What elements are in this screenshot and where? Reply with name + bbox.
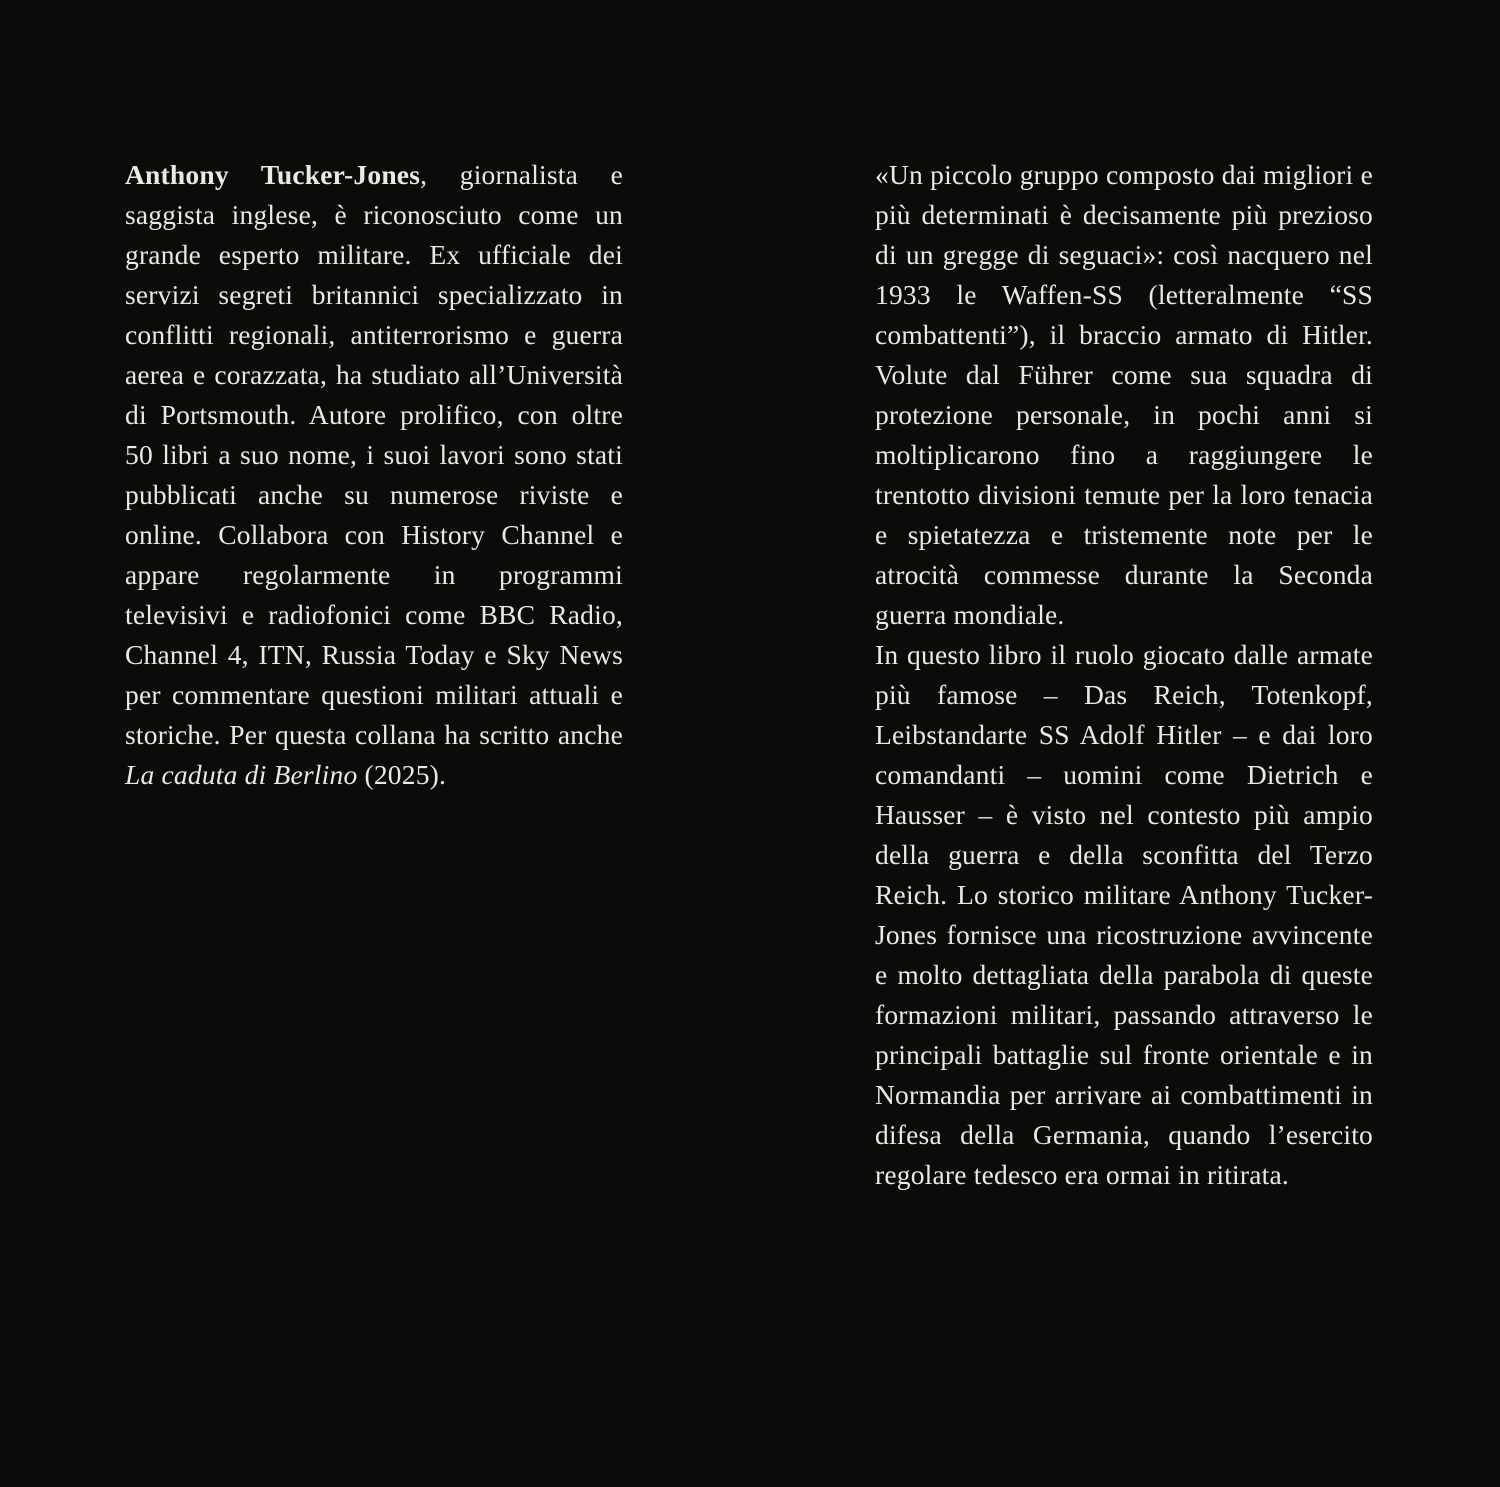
book-description-column	[875, 155, 1373, 1195]
author-bio-paragraph	[125, 155, 623, 795]
author-name: Anthony Tucker-Jones	[125, 159, 421, 190]
author-bio-text: , giornalista e saggista inglese, è riconosciuto come un grande esperto militare. Ex ufficiale dei servizi segreti britannici specializzato in conflitti regionali, antiterrorismo e guerra aerea e corazzata, ha studiato all’Università di Portsmouth. Autore prolifico, con oltre 50 libri a suo nome, i suoi lavori sono stati pubblicati anche su numerose riviste e online. Collabora con History Channel e appare regolarmente in programmi televisivi e radiofonici come BBC Radio, Channel 4, ITN, Russia Today e Sky News per commentare questioni militari attuali e storiche. Per questa collana ha scritto anche	[125, 159, 623, 750]
description-paragraph-2: In questo libro il ruolo giocato dalle armate più famose – Das Reich, Totenkopf, Leibstandarte SS Adolf Hitler – e dai loro comandanti – uomini come Dietrich e Hausser – è visto nel contesto più ampio della guerra e della sconfitta del Terzo Reich. Lo storico militare Anthony Tucker-Jones fornisce una ricostruzione avvincente e molto dettagliata della parabola di queste formazioni militari, passando attraverso le principali battaglie sul fronte orientale e in Normandia per arrivare ai combattimenti in difesa della Germania, quando l’esercito regolare tedesco era ormai in ritirata.	[875, 639, 1373, 1190]
book-title: La caduta di Berlino	[125, 759, 358, 790]
author-bio-column	[125, 155, 623, 795]
author-bio-end: (2025).	[357, 759, 447, 790]
description-paragraph-1: «Un piccolo gruppo composto dai migliori e più determinati è decisamente più prezioso di un gregge di seguaci»: così nacquero nel 1933 le Waffen-SS (letteralmente “SS combattenti”), il braccio armato di Hitler. Volute dal Führer come sua squadra di protezione personale, in pochi anni si moltiplicarono fino a raggiungere le trentotto divisioni temute per la loro tenacia e spietatezza e tristemente note per le atrocità commesse durante la Seconda guerra mondiale.	[875, 159, 1373, 630]
